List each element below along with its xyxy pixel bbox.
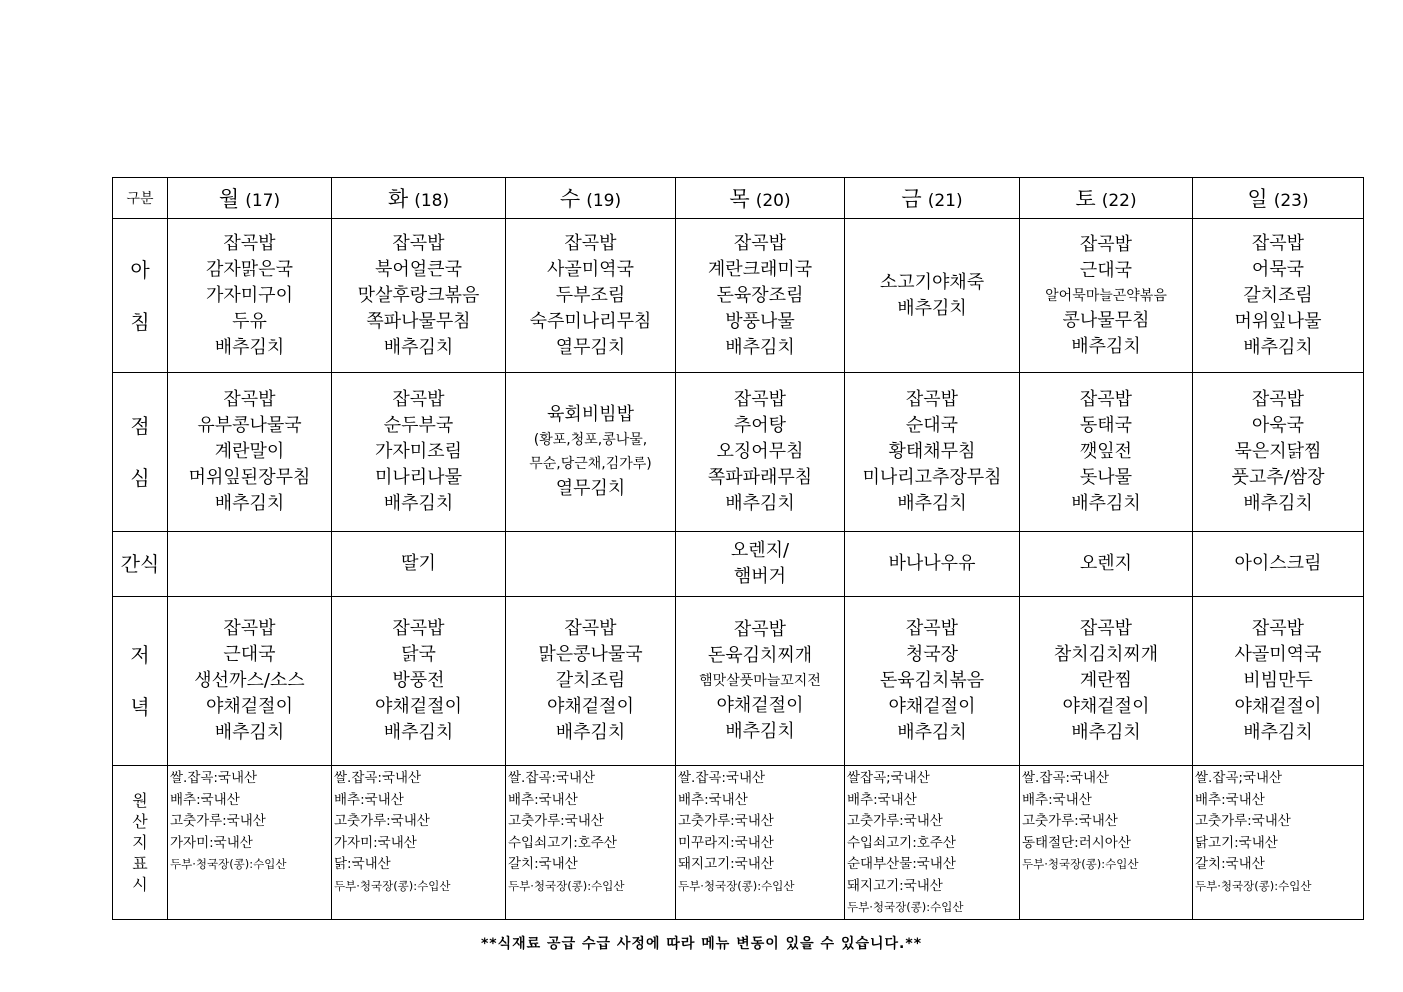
dinner-cell	[1020, 597, 1193, 766]
menu-item: 잡곡밥	[733, 389, 787, 410]
menu-item: 사골미역국	[1234, 644, 1322, 665]
snack-cell: 오렌지/ 햄버거	[676, 532, 845, 597]
origin-cell	[1193, 766, 1364, 920]
menu-item: 배추김치	[725, 721, 795, 742]
origin-cell	[845, 766, 1020, 920]
origin-line: 고춧가루:국내산	[678, 813, 774, 829]
menu-item: 황태채무침	[888, 441, 976, 462]
menu-item: 배추김치	[725, 493, 795, 514]
breakfast-cell	[845, 219, 1020, 373]
snack-cell	[506, 532, 676, 597]
day-header	[332, 178, 506, 219]
menu-item: 근대국	[223, 644, 276, 665]
origin-line: 고춧가루:국내산	[1022, 813, 1118, 829]
origin-line: 두부·청국장(콩):수입산	[334, 878, 451, 893]
menu-item: 잡곡밥	[1251, 389, 1305, 410]
breakfast-label: 아 침	[113, 219, 168, 373]
breakfast-cell	[676, 219, 845, 373]
menu-item: 어묵국	[1251, 258, 1305, 280]
origin-line: 두부·청국장(콩):수입산	[1022, 857, 1139, 871]
menu-item: 맑은콩나물국	[538, 644, 643, 665]
day-date: (22)	[1101, 191, 1137, 211]
origin-cell	[1020, 766, 1193, 920]
menu-item: 잡곡밥	[905, 389, 959, 410]
day-header	[676, 178, 845, 219]
origin-line: 고춧가루:국내산	[334, 813, 430, 829]
dinner-cell	[168, 597, 332, 766]
menu-item: 배추김치	[1071, 722, 1141, 743]
menu-item: 배추김치	[383, 336, 454, 358]
origin-line: 닭:국내산	[334, 856, 391, 872]
menu-item: 묵은지닭찜	[1234, 441, 1322, 462]
lunch-label: 점 심	[113, 373, 168, 532]
dinner-cell	[1193, 597, 1364, 766]
origin-line: 배추:국내산	[1022, 791, 1092, 808]
menu-item: 아욱국	[1251, 415, 1305, 436]
menu-item: 맛살후랑크볶음	[357, 284, 480, 306]
menu-item: 잡곡밥	[1079, 233, 1133, 255]
snack-cell: 딸기	[332, 532, 506, 597]
menu-item: 돈육김치볶음	[879, 670, 985, 691]
menu-item: 야채겉절이	[888, 696, 976, 717]
menu-item: 잡곡밥	[392, 232, 445, 254]
lunch-cell	[1020, 373, 1193, 532]
menu-item: 잡곡밥	[564, 618, 617, 639]
snack-label: 간식	[113, 532, 168, 597]
day-date: (20)	[755, 191, 791, 211]
dinner-label: 저 녁	[113, 597, 168, 766]
menu-item: 머위잎된장무침	[188, 467, 311, 488]
day-date: (23)	[1273, 191, 1309, 211]
menu-item: 유부콩나물국	[197, 415, 302, 436]
menu-item: 잡곡밥	[392, 618, 445, 639]
origin-line: 쌀.잡곡:국내산	[508, 770, 596, 786]
menu-item: 콩나물무침	[1062, 309, 1150, 331]
menu-item: 잡곡밥	[564, 232, 617, 254]
menu-item: 쪽파나물무침	[366, 310, 471, 332]
day-date: (18)	[414, 191, 450, 211]
menu-item: 배추김치	[383, 722, 454, 743]
snack-cell: 바나나우유	[845, 532, 1020, 597]
day-name: 수	[559, 187, 581, 211]
origin-line: 미꾸라지:국내산	[678, 834, 774, 851]
origin-line: 쌀잡곡;국내산	[847, 770, 930, 786]
menu-item: 야채겉절이	[547, 696, 634, 717]
day-name: 화	[387, 187, 409, 211]
menu-item: 배추김치	[214, 493, 285, 514]
day-header	[168, 178, 332, 219]
menu-item: 두유	[232, 310, 267, 332]
origin-line: 갈치:국내산	[1195, 856, 1265, 872]
menu-item: 가자미구이	[206, 284, 293, 306]
menu-item: 배추김치	[555, 722, 626, 743]
menu-item: 야채겉절이	[375, 696, 462, 717]
breakfast-row	[113, 219, 1364, 373]
origin-line: 가자미:국내산	[170, 834, 253, 851]
origin-label: 원 산 지 표 시	[113, 766, 168, 920]
dinner-cell	[845, 597, 1020, 766]
menu-item: 두부조림	[555, 284, 626, 306]
origin-line: 닭고기:국내산	[1195, 834, 1278, 851]
menu-item: 야채겉절이	[716, 695, 804, 716]
menu-item: 순두부국	[383, 415, 454, 436]
menu-item: 오징어무침	[716, 441, 804, 462]
lunch-cell	[168, 373, 332, 532]
menu-item: 추어탕	[733, 415, 787, 436]
menu-item: 잡곡밥	[392, 389, 445, 410]
breakfast-cell	[168, 219, 332, 373]
day-date: (21)	[927, 191, 963, 211]
gubun-label: 구분	[113, 178, 168, 219]
origin-line: 배추:국내산	[847, 791, 917, 808]
menu-item: 소고기야채죽	[879, 271, 985, 293]
notice-text: **식재료 공급 수급 사정에 따라 메뉴 변동이 있을 수 있습니다.**	[480, 936, 923, 952]
menu-item: 배추김치	[1243, 336, 1313, 358]
day-header	[1020, 178, 1193, 219]
menu-item: 계란말이	[214, 441, 285, 462]
menu-item: 숙주미나리무침	[529, 310, 652, 332]
menu-item: 미나리고추장무침	[862, 467, 1002, 488]
menu-item: 열무김치	[555, 478, 626, 499]
origin-line: 수입쇠고기:호주산	[847, 834, 956, 851]
day-name: 목	[729, 187, 750, 211]
menu-item: 잡곡밥	[1079, 618, 1133, 639]
menu-item: 돗나물	[1079, 467, 1133, 488]
dinner-row	[113, 597, 1364, 766]
menu-item: 야채겉절이	[1062, 696, 1150, 717]
snack-row	[113, 532, 1364, 597]
menu-item: 배추김치	[1071, 493, 1141, 514]
menu-item: 방풍나물	[725, 310, 795, 332]
dinner-cell	[506, 597, 676, 766]
lunch-cell	[506, 373, 676, 532]
menu-item: 무순,당근채,김가루)	[529, 456, 652, 472]
menu-item: 배추김치	[725, 336, 795, 358]
breakfast-cell	[1020, 219, 1193, 373]
origin-line: 배추:국내산	[1195, 791, 1265, 808]
origin-line: 두부·청국장(콩):수입산	[678, 878, 795, 893]
origin-line: 쌀.잡곡:국내산	[334, 770, 422, 786]
origin-cell	[506, 766, 676, 920]
menu-item: 배추김치	[1243, 722, 1313, 743]
menu-item: 계란크래미국	[707, 258, 813, 280]
menu-item: 잡곡밥	[1251, 232, 1305, 254]
day-header	[845, 178, 1020, 219]
menu-item: 돈육김치찌개	[707, 645, 813, 666]
origin-cell	[676, 766, 845, 920]
menu-item: (황포,청포,콩나물,	[533, 432, 648, 448]
day-name: 월	[218, 187, 240, 211]
menu-item: 미나리나물	[375, 467, 462, 488]
menu-item: 닭국	[401, 644, 436, 665]
menu-item: 순대국	[905, 415, 959, 436]
menu-item: 가자미조림	[375, 441, 462, 462]
menu-item: 배추김치	[1071, 335, 1141, 357]
header-row	[113, 178, 1364, 219]
snack-cell	[168, 532, 332, 597]
lunch-cell	[1193, 373, 1364, 532]
origin-line: 가자미:국내산	[334, 834, 417, 851]
breakfast-cell	[332, 219, 506, 373]
menu-item: 잡곡밥	[223, 232, 276, 254]
origin-line: 갈치:국내산	[508, 856, 578, 872]
menu-item: 계란찜	[1079, 670, 1133, 691]
breakfast-cell	[506, 219, 676, 373]
origin-line: 배추:국내산	[170, 791, 240, 808]
menu-item: 쪽파파래무침	[707, 467, 813, 488]
menu-item: 배추김치	[214, 336, 285, 358]
origin-line: 고춧가루:국내산	[847, 813, 943, 829]
menu-item: 방풍전	[392, 670, 445, 691]
day-header	[506, 178, 676, 219]
menu-item: 열무김치	[555, 336, 626, 358]
menu-item: 돈육장조림	[716, 284, 804, 306]
origin-line: 배추:국내산	[334, 791, 404, 808]
origin-cell	[332, 766, 506, 920]
menu-item: 갈치조림	[1243, 284, 1313, 306]
menu-item: 잡곡밥	[905, 618, 959, 639]
menu-item: 비빔만두	[1243, 670, 1313, 691]
menu-item: 풋고추/쌈장	[1231, 467, 1325, 488]
dinner-cell	[332, 597, 506, 766]
origin-line: 쌀.잡곡:국내산	[1022, 770, 1110, 786]
day-name: 금	[901, 187, 922, 211]
origin-row	[113, 766, 1364, 920]
menu-item: 배추김치	[1243, 493, 1313, 514]
menu-item: 머위잎나물	[1234, 310, 1322, 332]
menu-item: 야채겉절이	[206, 696, 293, 717]
day-header	[1193, 178, 1364, 219]
origin-line: 쌀.잡곡:국내산	[170, 770, 258, 786]
origin-line: 두부·청국장(콩):수입산	[847, 900, 964, 914]
day-date: (19)	[586, 191, 622, 211]
menu-table	[112, 177, 1364, 920]
day-date: (17)	[245, 191, 281, 211]
menu-item: 잡곡밥	[223, 618, 276, 639]
lunch-row	[113, 373, 1364, 532]
menu-item: 깻잎전	[1079, 441, 1133, 462]
menu-item: 잡곡밥	[733, 619, 787, 640]
lunch-cell	[676, 373, 845, 532]
origin-line: 두부·청국장(콩):수입산	[508, 878, 625, 893]
lunch-cell	[845, 373, 1020, 532]
origin-line: 배추:국내산	[678, 791, 748, 808]
origin-line: 배추:국내산	[508, 791, 578, 808]
origin-line: 두부·청국장(콩):수입산	[1195, 878, 1312, 893]
menu-item: 북어얼큰국	[375, 258, 462, 280]
menu-item: 배추김치	[214, 722, 285, 743]
dinner-cell	[676, 597, 845, 766]
menu-item: 배추김치	[897, 722, 967, 743]
breakfast-cell	[1193, 219, 1364, 373]
menu-item: 사골미역국	[547, 258, 634, 280]
origin-line: 돼지고기:국내산	[847, 877, 943, 894]
origin-line: 쌀.잡곡;국내산	[1195, 770, 1283, 786]
lunch-cell	[332, 373, 506, 532]
menu-item: 배추김치	[383, 493, 454, 514]
menu-item: 청국장	[905, 644, 959, 665]
menu-item: 참치김치찌개	[1053, 644, 1159, 665]
menu-item: 감자맑은국	[206, 258, 293, 280]
menu-item: 잡곡밥	[1251, 618, 1305, 639]
menu-item: 잡곡밥	[223, 389, 276, 410]
menu-item: 육회비빔밥	[547, 404, 634, 425]
origin-line: 돼지고기:국내산	[678, 856, 774, 872]
snack-cell: 아이스크림	[1193, 532, 1364, 597]
menu-item: 배추김치	[897, 493, 967, 514]
menu-item: 야채겉절이	[1234, 696, 1322, 717]
menu-item: 배추김치	[897, 297, 967, 319]
menu-item: 근대국	[1079, 259, 1133, 281]
origin-line: 고춧가루:국내산	[1195, 813, 1291, 829]
menu-item: 잡곡밥	[1079, 389, 1133, 410]
origin-cell	[168, 766, 332, 920]
day-name: 토	[1075, 187, 1096, 211]
origin-line: 두부·청국장(콩):수입산	[170, 857, 287, 871]
menu-item: 알어묵마늘곤약볶음	[1045, 287, 1167, 304]
origin-line: 순대부산물:국내산	[847, 856, 956, 872]
origin-line: 고춧가루:국내산	[508, 813, 604, 829]
origin-line: 고춧가루:국내산	[170, 813, 266, 829]
menu-item: 생선까스/소스	[194, 670, 305, 691]
origin-line: 수입쇠고기:호주산	[508, 834, 617, 851]
menu-item: 동태국	[1079, 415, 1133, 436]
menu-item: 햄맛살풋마늘꼬지전	[699, 673, 821, 689]
snack-cell: 오렌지	[1020, 532, 1193, 597]
menu-item: 갈치조림	[555, 670, 626, 691]
origin-line: 동태절단:러시아산	[1022, 834, 1131, 851]
menu-item: 잡곡밥	[733, 232, 787, 254]
day-name: 일	[1247, 187, 1268, 211]
origin-line: 쌀.잡곡:국내산	[678, 770, 766, 786]
